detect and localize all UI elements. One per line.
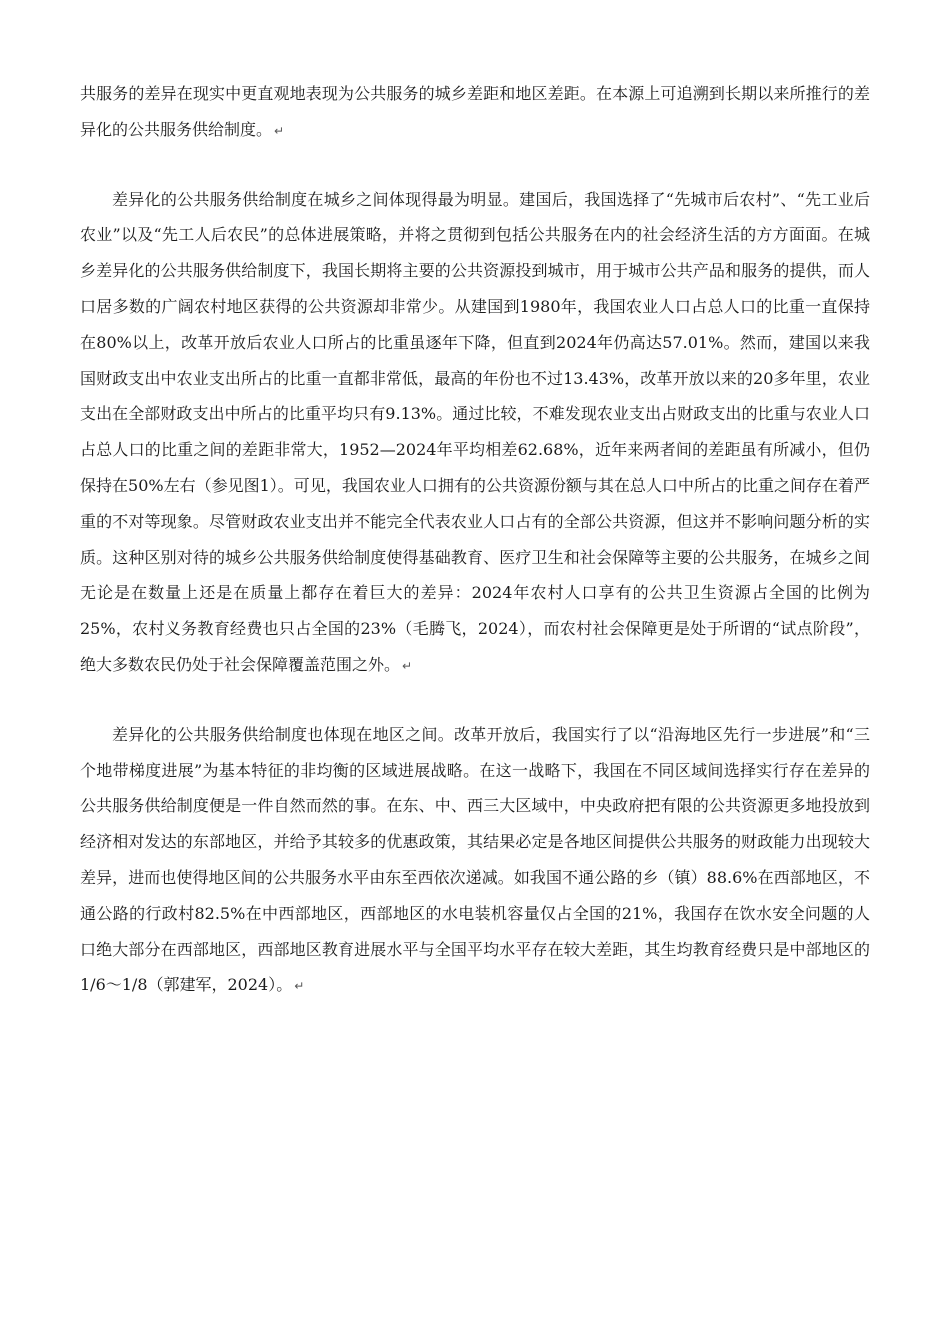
paragraph-text: 共服务的差异在现实中更直观地表现为公共服务的城乡差距和地区差距。在本源上可追溯到长期以来所推行的差异化的公共服务供给制度。 (80, 84, 870, 139)
document-body (80, 76, 870, 1037)
paragraph-text: 差异化的公共服务供给制度在城乡之间体现得最为明显。建国后，我国选择了“先城市后农村”、“先工业后农业”以及“先工人后农民”的总体进展策略，并将之贯彻到包括公共服务在内的社会经济生活的方方面面。在城乡差异化的公共服务供给制度下，我国长期将主要的公共资源投到城市，用于城市公共产品和服务的提供，而人口居多数的广阔农村地区获得的公共资源却非常少。从建国到1980年，我国农业人口占总人口的比重一直保持在80%以上，改革开放后农业人口所占的比重虽逐年下降，但直到2024年仍高达57.01%。然而，建国以来我国财政支出中农业支出所占的比重一直都非常低，最高的年份也不过13.43%，改革开放以来的20多年里，农业支出在全部财政支出中所占的比重平均只有9.13%。通过比较，不难发现农业支出占财政支出的比重与农业人口占总人口的比重之间的差距非常大，1952—2024年平均相差62.68%，近年来两者间的差距虽有所减小，但仍保持在50%左右（参见图1）。可见，我国农业人口拥有的公共资源份额与其在总人口中所占的比重之间存在着严重的不对等现象。尽管财政农业支出并不能完全代表农业人口占有的全部公共资源，但这并不影响问题分析的实质。这种区别对待的城乡公共服务供给制度使得基础教育、医疗卫生和社会保障等主要的公共服务，在城乡之间无论是在数量上还是在质量上都存在着巨大的差异：2024年农村人口享有的公共卫生资源占全国的比例为25%，农村义务教育经费也只占全国的23%（毛腾飞，2024），而农村社会保障更是处于所谓的“试点阶段”，绝大多数农民仍处于社会保障覆盖范围之外。 (80, 189, 870, 674)
paragraph-continuation (80, 76, 870, 150)
paragraph-regional (80, 717, 870, 1005)
paragraph-mark-icon: ↵ (402, 658, 413, 673)
paragraph-urban-rural (80, 182, 870, 685)
paragraph-mark-icon: ↵ (294, 979, 305, 994)
paragraph-text: 差异化的公共服务供给制度也体现在地区之间。改革开放后，我国实行了以“沿海地区先行一步进展”和“三个地带梯度进展”为基本特征的非均衡的区域进展战略。在这一战略下，我国在不同区域间选择实行存在差异的公共服务供给制度便是一件自然而然的事。在东、中、西三大区域中，中央政府把有限的公共资源更多地投放到经济相对发达的东部地区，并给予其较多的优惠政策，其结果必定是各地区间提供公共服务的财政能力出现较大差异，进而也使得地区间的公共服务水平由东至西依次递减。如我国不通公路的乡（镇）88.6%在西部地区，不通公路的行政村82.5%在中西部地区，西部地区的水电装机容量仅占全国的21%，我国存在饮水安全问题的人口绝大部分在西部地区，西部地区教育进展水平与全国平均水平存在较大差距，其生均教育经费只是中部地区的1/6～1/8（郭建军，2024）。 (80, 724, 870, 995)
paragraph-mark-icon: ↵ (274, 123, 285, 138)
